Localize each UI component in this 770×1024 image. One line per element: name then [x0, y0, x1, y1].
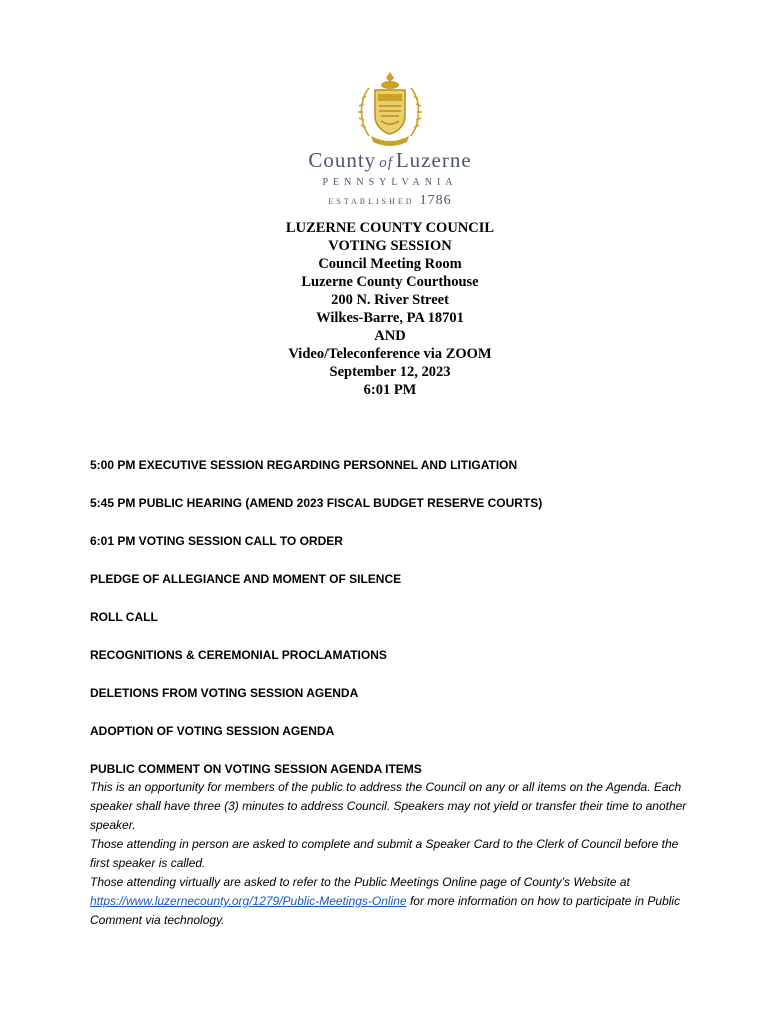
state-wordmark: PENNSYLVANIA [322, 177, 458, 188]
council-title: LUZERNE COUNTY COUNCIL [285, 220, 495, 236]
agenda-item-call-to-order: 6:01 PM VOTING SESSION CALL TO ORDER [90, 534, 343, 548]
agenda-item-pledge: PLEDGE OF ALLEGIANCE AND MOMENT OF SILENCE [90, 572, 402, 586]
agenda-item-adoption: ADOPTION OF VOTING SESSION AGENDA [90, 724, 335, 738]
public-meetings-online-link[interactable]: https://www.luzernecounty.org/1279/Public-Meetings-Online [90, 894, 407, 908]
public-comment-paragraph-2: Those attending in person are asked to complete and submit a Speaker Card to the Clerk of Council before the first speaker is called. [90, 837, 679, 870]
agenda-item-recognitions: RECOGNITIONS & CEREMONIAL PROCLAMATIONS [90, 648, 387, 662]
public-comment-paragraph-1: This is an opportunity for members of the public to address the Council on any or all items on the Agenda. Each speaker shall have three (3) minutes to address Council. Speakers may not yield or transfer their time to another speaker. [90, 780, 687, 832]
street-address: 200 N. River Street [331, 292, 449, 308]
agenda-item-deletions: DELETIONS FROM VOTING SESSION AGENDA [90, 686, 359, 700]
meeting-time: 6:01 PM [363, 382, 417, 398]
established-line [300, 195, 480, 208]
public-comment-body [90, 778, 690, 930]
agenda [90, 456, 690, 930]
public-comment-heading: PUBLIC COMMENT ON VOTING SESSION AGENDA ITEMS [90, 762, 422, 776]
teleconference-line: Video/Teleconference via ZOOM [288, 346, 492, 362]
meeting-room: Council Meeting Room [318, 256, 462, 272]
public-comment-paragraph-3 [90, 873, 690, 930]
agenda-item-roll-call: ROLL CALL [90, 610, 158, 624]
paragraph-3-outro: for more information on how to participate in Public Comment via technology. [90, 894, 681, 927]
county-logo [300, 70, 480, 210]
meeting-date: September 12, 2023 [329, 364, 451, 380]
city-state-zip: Wilkes-Barre, PA 18701 [316, 310, 464, 326]
meeting-header [180, 219, 600, 399]
courthouse-name: Luzerne County Courthouse [301, 274, 479, 290]
established-year: 1786 [419, 193, 452, 208]
county-wordmark [300, 150, 480, 173]
luzerne-word: Luzerne [395, 148, 472, 172]
paragraph-3-intro: Those attending virtually are asked to refer to the Public Meetings Online page of County’s Website at [90, 875, 630, 889]
session-title: VOTING SESSION [328, 238, 452, 254]
agenda-item-executive-session: 5:00 PM EXECUTIVE SESSION REGARDING PERSONNEL AND LITIGATION [90, 458, 518, 472]
coat-of-arms-seal-icon [357, 70, 423, 148]
and-separator: AND [374, 328, 406, 344]
established-label: ESTABLISHED [328, 197, 415, 206]
of-word: of [379, 155, 393, 171]
agenda-item-public-hearing: 5:45 PM PUBLIC HEARING (AMEND 2023 FISCAL BUDGET RESERVE COURTS) [90, 496, 543, 510]
county-word: County [308, 148, 377, 172]
